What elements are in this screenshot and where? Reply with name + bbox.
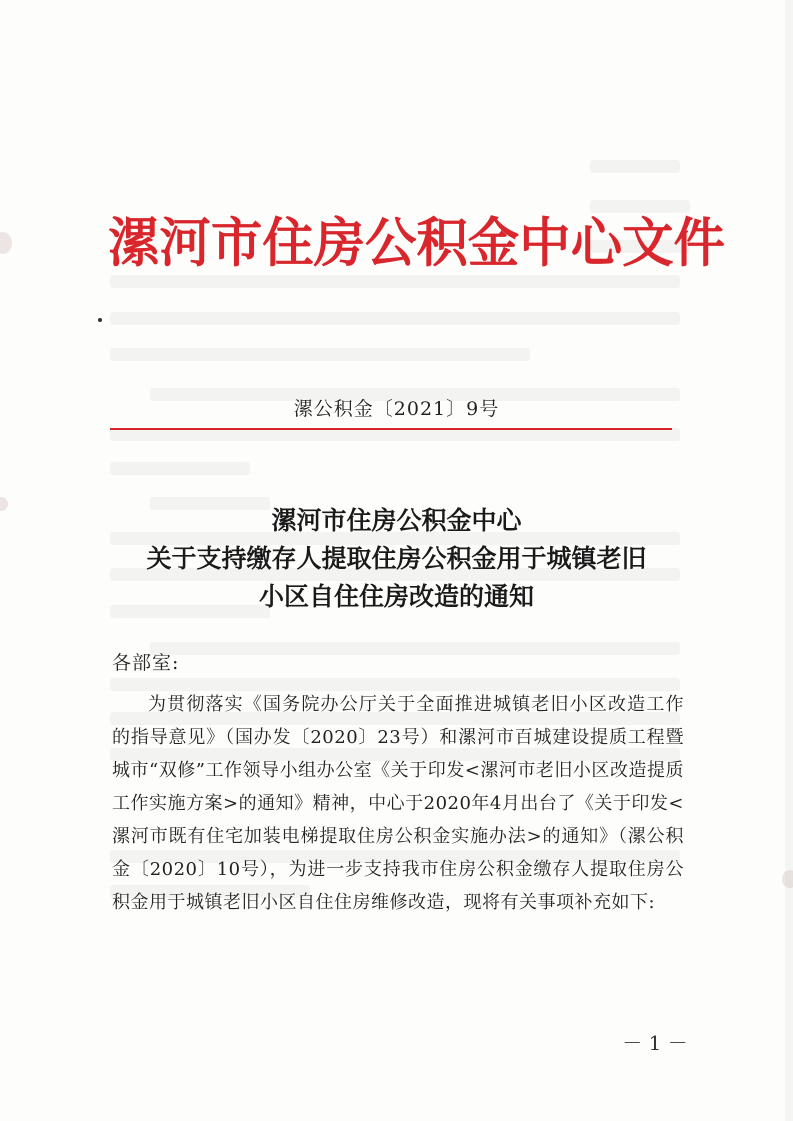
left-edge-mark <box>0 232 12 254</box>
page-number: － 1 － <box>622 1031 688 1055</box>
document-number: 漯公积金〔2021〕9号 <box>293 398 500 420</box>
notice-title-line-2: 关于支持缴存人提取住房公积金用于城镇老旧 <box>146 544 647 573</box>
salutation: 各部室: <box>112 652 180 674</box>
body-paragraph: 为贯彻落实《国务院办公厅关于全面推进城镇老旧小区改造工作的指导意见》（国办发〔2020〕23号）和漯河市百城建设提质工程暨城市“双修”工作领导小组办公室《关于印发<漯河市老旧小区改造提质工作实施方案>的通知》精神，中心于2020年4月出台了《关于印发<漯河市既有住宅加装电梯提取住房公积金实施办法>的通知》（漯公积金〔2020〕10号），为进一步支持我市住房公积金缴存人提取住房公积金用于城镇老旧小区自住住房维修改造，现将有关事项补充如下: <box>112 694 684 913</box>
notice-title-line-3: 小区自住住房改造的通知 <box>258 582 534 611</box>
scan-speck <box>98 318 102 322</box>
notice-title <box>0 502 793 616</box>
notice-title-line-1: 漯河市住房公积金中心 <box>271 506 522 535</box>
red-divider-line <box>110 428 672 430</box>
issuer-header-title: 漯河市住房公积金中心文件 <box>108 212 725 274</box>
